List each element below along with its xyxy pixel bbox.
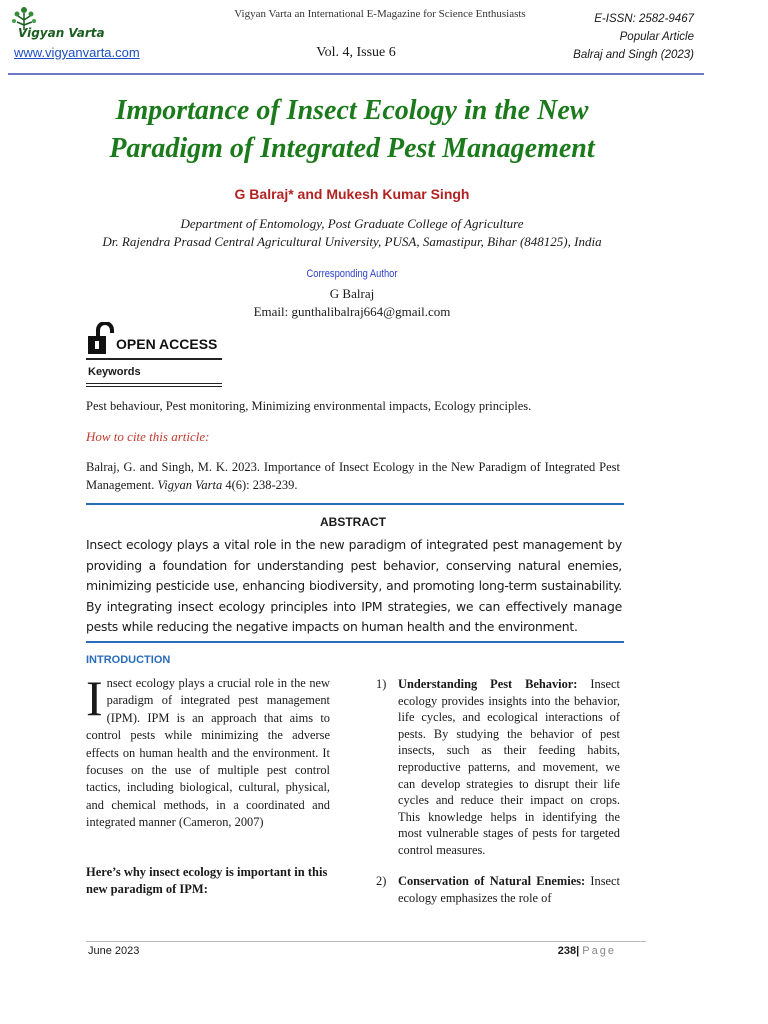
open-access-divider [86,358,222,360]
page-number: 238 [557,945,577,957]
citation-main: Balraj, G. and Singh, M. K. 2023. Importance of Insect Ecology in the New Paradigm of Integrated Pest Management. [86,460,620,492]
issn: E-ISSN: 2582-9467 [594,13,694,25]
affiliation-line-2: Dr. Rajendra Prasad Central Agricultural University, PUSA, Samastipur, Bihar (848125), India [102,234,602,249]
introduction-heading: INTRODUCTION [86,654,171,666]
intro-text: nsect ecology plays a crucial role in the new paradigm of integrated pest management (IPM). IPM is an approach that aims to control pests while minimizing the adverse effects on human health and the environment. It focuses on the use of multiple pest control tactics, including biological, cultural, physical, and chemical methods, in a coordinated and integrated manner (Cameron, 2007) [86,676,330,830]
open-lock-icon [86,322,116,356]
footer-date: June 2023 [88,945,140,957]
dropcap: I [86,670,103,726]
volume-issue: Vol. 4, Issue 6 [316,45,396,60]
short-citation: Balraj and Singh (2023) [573,49,694,61]
citation-text [86,458,620,494]
corresponding-author-label: Corresponding Author [306,268,398,280]
corresponding-author-email[interactable]: Email: gunthalibalraj664@gmail.com [253,304,451,319]
point-number: 1) [376,677,387,691]
abstract-text: Insect ecology plays a vital role in the new paradigm of integrated pest management by providing a foundation for understanding pest behavior, conserving natural enemies, minimizing pesticide use, enhancing biodiversity, and promoting long-term sustainability. By integrating insect ecology principles into IPM strategies, we can effectively manage pests while reducing the negative impacts on human health and the environment. [86,537,622,635]
open-access-label: OPEN ACCESS [116,336,218,352]
abstract-top-rule [86,503,624,505]
footer-divider [86,941,646,942]
abstract-bottom-rule [86,641,624,643]
point-text: Insect ecology provides insights into the behavior, life cycles, and ecological interactions of pests. By studying the behavior of pest insects, such as their feeding habits, reproductive patterns, and movement, we can develop strategies to disrupt their life cycles and reduce their impact on crops. This knowledge helps in identifying the most vulnerable stages of pests for targeted control measures. [398,677,620,857]
point-title: Conservation of Natural Enemies: [398,874,586,888]
issn-block [573,10,694,64]
footer-page [558,945,616,957]
citation-journal: Vigyan Varta [157,478,223,492]
logo-text: Vigyan Varta [18,26,105,40]
point-item [376,676,620,859]
authors: G Balraj* and Mukesh Kumar Singh [234,186,470,202]
page-separator: | [576,945,580,957]
point-number: 2) [376,874,387,888]
affiliation [60,215,644,251]
point-title: Understanding Pest Behavior: [398,677,578,691]
abstract-title: ABSTRACT [320,515,386,529]
magazine-line: Vigyan Varta an International E-Magazine for Science Enthusiasts [234,8,526,20]
point-item [376,873,620,906]
article-title: Importance of Insect Ecology in the New Paradigm of Integrated Pest Management [109,95,595,164]
keywords-divider-1 [86,383,222,384]
keywords-divider-2 [86,386,222,387]
point-text: Insect ecology emphasizes the role of [398,874,620,905]
page-word: Page [582,945,616,957]
keywords-label: Keywords [88,366,141,378]
header-divider [8,73,704,75]
corresponding-author-name: G Balraj [329,286,375,301]
why-heading: Here’s why insect ecology is important in this new paradigm of IPM: [86,865,328,896]
keywords-text: Pest behaviour, Pest monitoring, Minimizing environmental impacts, Ecology principles. [86,399,532,413]
article-type: Popular Article [619,31,694,43]
affiliation-line-1: Department of Entomology, Post Graduate College of Agriculture [180,216,524,231]
how-to-cite-label: How to cite this article: [86,429,210,444]
website-link[interactable]: www.vigyanvarta.com [14,45,140,60]
introduction-paragraph [86,670,330,832]
citation-pages: 4(6): 238-239. [225,478,298,492]
